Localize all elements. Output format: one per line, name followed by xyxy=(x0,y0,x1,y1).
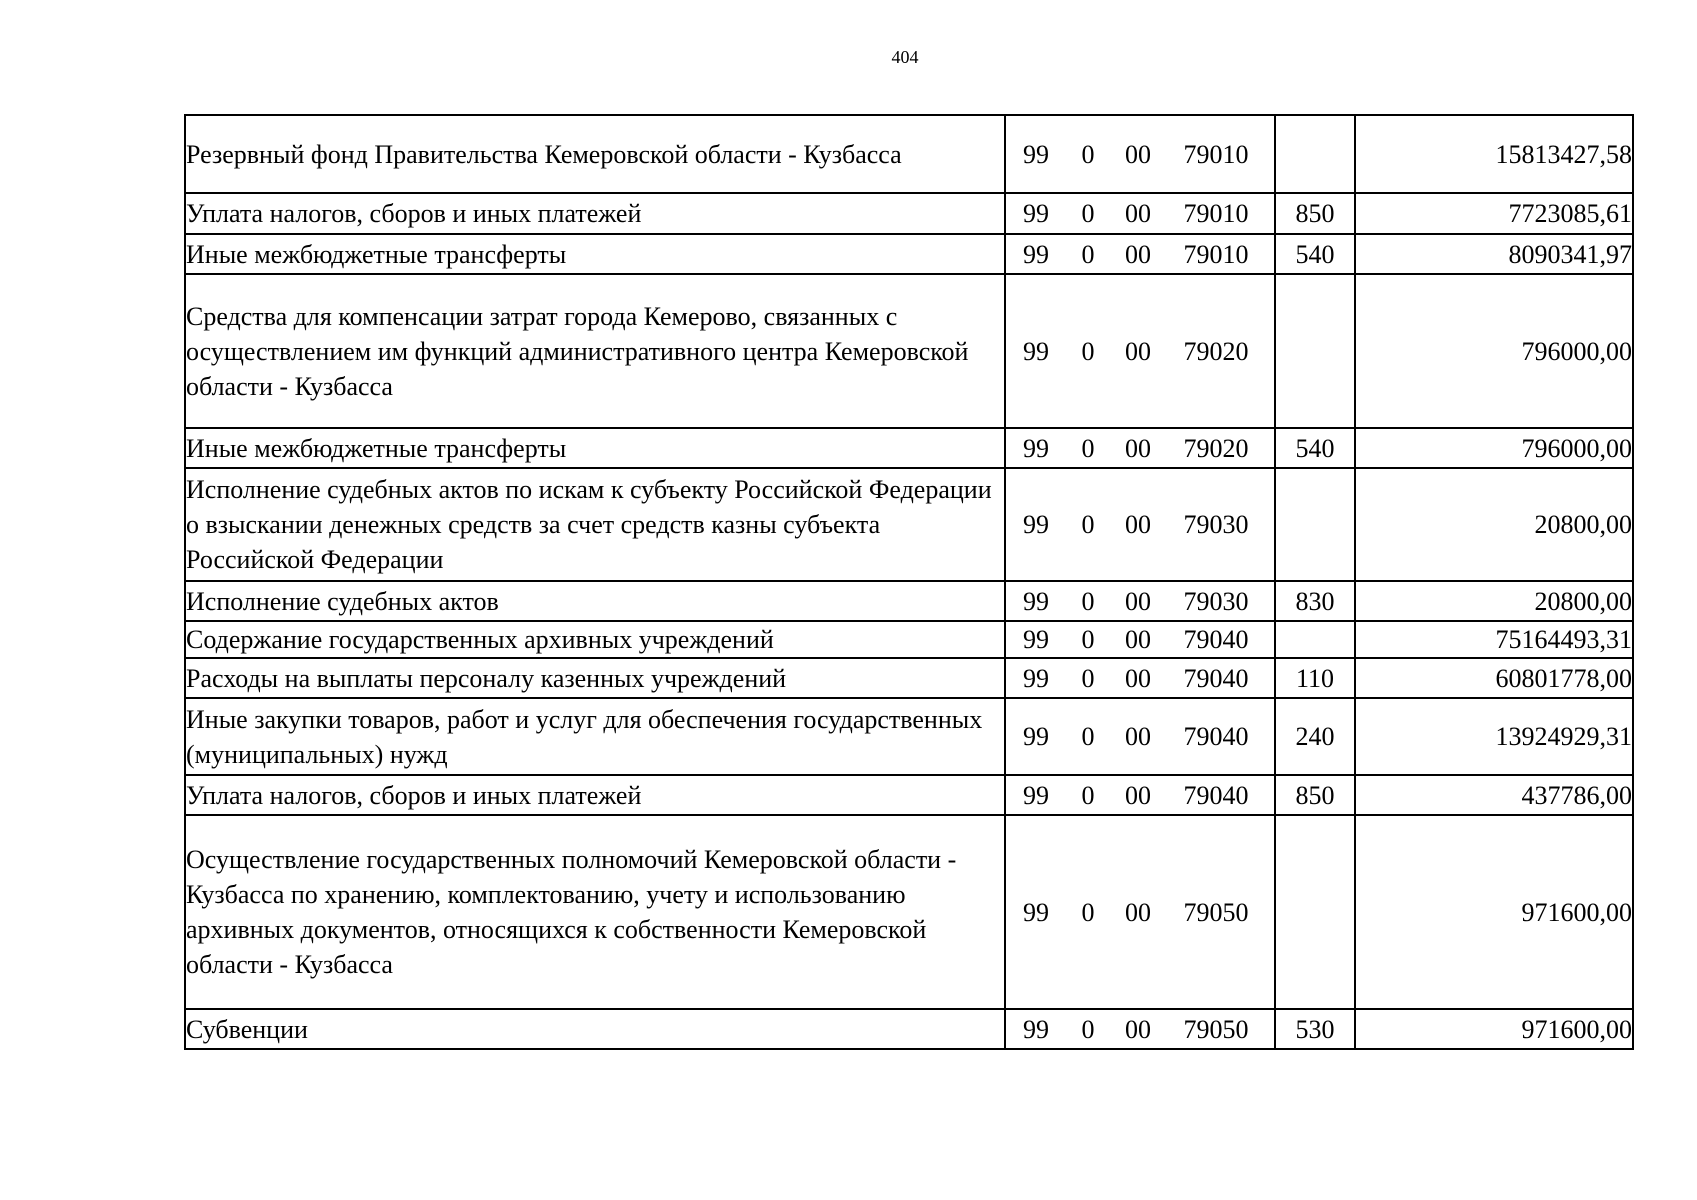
row-expense-type: 540 xyxy=(1275,428,1355,468)
row-name: Исполнение судебных актов по искам к субъекту Российской Федерации о взыскании денежных средств за счет средств казны субъекта Российской Федерации xyxy=(185,468,1005,581)
row-amount: 8090341,97 xyxy=(1355,234,1633,274)
code-subprogram: 0 xyxy=(1081,722,1095,751)
code-direction: 79030 xyxy=(1183,586,1249,616)
code-activity: 00 xyxy=(1125,586,1151,616)
row-name: Иные межбюджетные трансферты xyxy=(185,234,1005,274)
code-subprogram: 0 xyxy=(1081,586,1095,616)
row-code xyxy=(1005,581,1275,621)
table-row xyxy=(185,274,1633,428)
table-row xyxy=(185,468,1633,581)
code-program: 99 xyxy=(1023,625,1049,654)
row-code xyxy=(1005,698,1275,775)
code-subprogram: 0 xyxy=(1081,199,1095,228)
code-program: 99 xyxy=(1023,139,1049,169)
table-row xyxy=(185,428,1633,468)
row-amount: 13924929,31 xyxy=(1355,698,1633,775)
code-direction: 79040 xyxy=(1183,625,1249,654)
row-code xyxy=(1005,658,1275,698)
row-name: Иные закупки товаров, работ и услуг для обеспечения государственных (муниципальных) нужд xyxy=(185,698,1005,775)
row-name: Осуществление государственных полномочий Кемеровской области - Кузбасса по хранению, комплектованию, учету и использованию архивных документов, относящихся к собственности Кемеровской области - Кузбасса xyxy=(185,815,1005,1009)
page-number: 404 xyxy=(891,47,919,67)
row-amount: 60801778,00 xyxy=(1355,658,1633,698)
row-expense-type xyxy=(1275,274,1355,428)
row-name: Средства для компенсации затрат города Кемерово, связанных с осуществлением им функций административного центра Кемеровской области - Кузбасса xyxy=(185,274,1005,428)
code-activity: 00 xyxy=(1125,510,1151,539)
code-activity: 00 xyxy=(1125,780,1151,810)
code-subprogram: 0 xyxy=(1081,1014,1095,1044)
code-program: 99 xyxy=(1023,336,1049,366)
code-program: 99 xyxy=(1023,510,1049,539)
code-activity: 00 xyxy=(1125,239,1151,269)
code-program: 99 xyxy=(1023,897,1049,927)
row-code xyxy=(1005,815,1275,1009)
code-subprogram: 0 xyxy=(1081,897,1095,927)
row-amount: 20800,00 xyxy=(1355,468,1633,581)
code-direction: 79020 xyxy=(1183,336,1249,366)
row-expense-type: 850 xyxy=(1275,775,1355,815)
row-expense-type: 540 xyxy=(1275,234,1355,274)
row-amount: 796000,00 xyxy=(1355,428,1633,468)
code-direction: 79040 xyxy=(1183,663,1249,693)
table-row xyxy=(185,193,1633,234)
row-name: Иные межбюджетные трансферты xyxy=(185,428,1005,468)
code-program: 99 xyxy=(1023,239,1049,269)
row-amount: 971600,00 xyxy=(1355,815,1633,1009)
row-code xyxy=(1005,468,1275,581)
row-code xyxy=(1005,234,1275,274)
row-expense-type: 240 xyxy=(1275,698,1355,775)
row-code xyxy=(1005,1009,1275,1049)
row-code xyxy=(1005,775,1275,815)
code-activity: 00 xyxy=(1125,625,1151,654)
code-direction: 79010 xyxy=(1183,239,1249,269)
code-subprogram: 0 xyxy=(1081,780,1095,810)
code-activity: 00 xyxy=(1125,336,1151,366)
row-amount: 15813427,58 xyxy=(1355,115,1633,193)
row-code xyxy=(1005,428,1275,468)
row-name: Расходы на выплаты персоналу казенных учреждений xyxy=(185,658,1005,698)
row-expense-type xyxy=(1275,815,1355,1009)
table-row xyxy=(185,775,1633,815)
code-activity: 00 xyxy=(1125,897,1151,927)
table-row xyxy=(185,658,1633,698)
code-program: 99 xyxy=(1023,722,1049,751)
code-subprogram: 0 xyxy=(1081,139,1095,169)
code-activity: 00 xyxy=(1125,722,1151,751)
row-name: Резервный фонд Правительства Кемеровской области - Кузбасса xyxy=(185,115,1005,193)
row-name: Уплата налогов, сборов и иных платежей xyxy=(185,775,1005,815)
code-subprogram: 0 xyxy=(1081,510,1095,539)
row-code xyxy=(1005,193,1275,234)
row-amount: 796000,00 xyxy=(1355,274,1633,428)
row-code xyxy=(1005,115,1275,193)
row-expense-type xyxy=(1275,115,1355,193)
code-program: 99 xyxy=(1023,586,1049,616)
row-expense-type: 850 xyxy=(1275,193,1355,234)
row-amount: 20800,00 xyxy=(1355,581,1633,621)
code-program: 99 xyxy=(1023,433,1049,463)
table-row xyxy=(185,115,1633,193)
row-expense-type xyxy=(1275,621,1355,658)
row-amount: 7723085,61 xyxy=(1355,193,1633,234)
table-row xyxy=(185,698,1633,775)
table-row xyxy=(185,234,1633,274)
code-activity: 00 xyxy=(1125,663,1151,693)
row-expense-type: 110 xyxy=(1275,658,1355,698)
row-name: Субвенции xyxy=(185,1009,1005,1049)
code-program: 99 xyxy=(1023,1014,1049,1044)
table-row xyxy=(185,815,1633,1009)
table-row xyxy=(185,581,1633,621)
code-direction: 79030 xyxy=(1183,510,1249,539)
row-name: Содержание государственных архивных учреждений xyxy=(185,621,1005,658)
code-direction: 79010 xyxy=(1183,199,1249,228)
table-row xyxy=(185,621,1633,658)
code-direction: 79050 xyxy=(1183,897,1249,927)
row-amount: 75164493,31 xyxy=(1355,621,1633,658)
code-activity: 00 xyxy=(1125,139,1151,169)
code-direction: 79010 xyxy=(1183,139,1249,169)
row-expense-type: 530 xyxy=(1275,1009,1355,1049)
code-program: 99 xyxy=(1023,780,1049,810)
code-program: 99 xyxy=(1023,199,1049,228)
code-direction: 79020 xyxy=(1183,433,1249,463)
row-code xyxy=(1005,274,1275,428)
code-subprogram: 0 xyxy=(1081,663,1095,693)
code-direction: 79050 xyxy=(1183,1014,1249,1044)
row-name: Исполнение судебных актов xyxy=(185,581,1005,621)
code-activity: 00 xyxy=(1125,1014,1151,1044)
row-name: Уплата налогов, сборов и иных платежей xyxy=(185,193,1005,234)
table-row xyxy=(185,1009,1633,1049)
code-subprogram: 0 xyxy=(1081,239,1095,269)
code-subprogram: 0 xyxy=(1081,433,1095,463)
code-subprogram: 0 xyxy=(1081,625,1095,654)
code-direction: 79040 xyxy=(1183,722,1249,751)
row-amount: 437786,00 xyxy=(1355,775,1633,815)
code-direction: 79040 xyxy=(1183,780,1249,810)
code-subprogram: 0 xyxy=(1081,336,1095,366)
row-code xyxy=(1005,621,1275,658)
row-expense-type xyxy=(1275,468,1355,581)
code-activity: 00 xyxy=(1125,433,1151,463)
row-amount: 971600,00 xyxy=(1355,1009,1633,1049)
code-program: 99 xyxy=(1023,663,1049,693)
code-activity: 00 xyxy=(1125,199,1151,228)
row-expense-type: 830 xyxy=(1275,581,1355,621)
budget-table xyxy=(184,114,1634,1050)
